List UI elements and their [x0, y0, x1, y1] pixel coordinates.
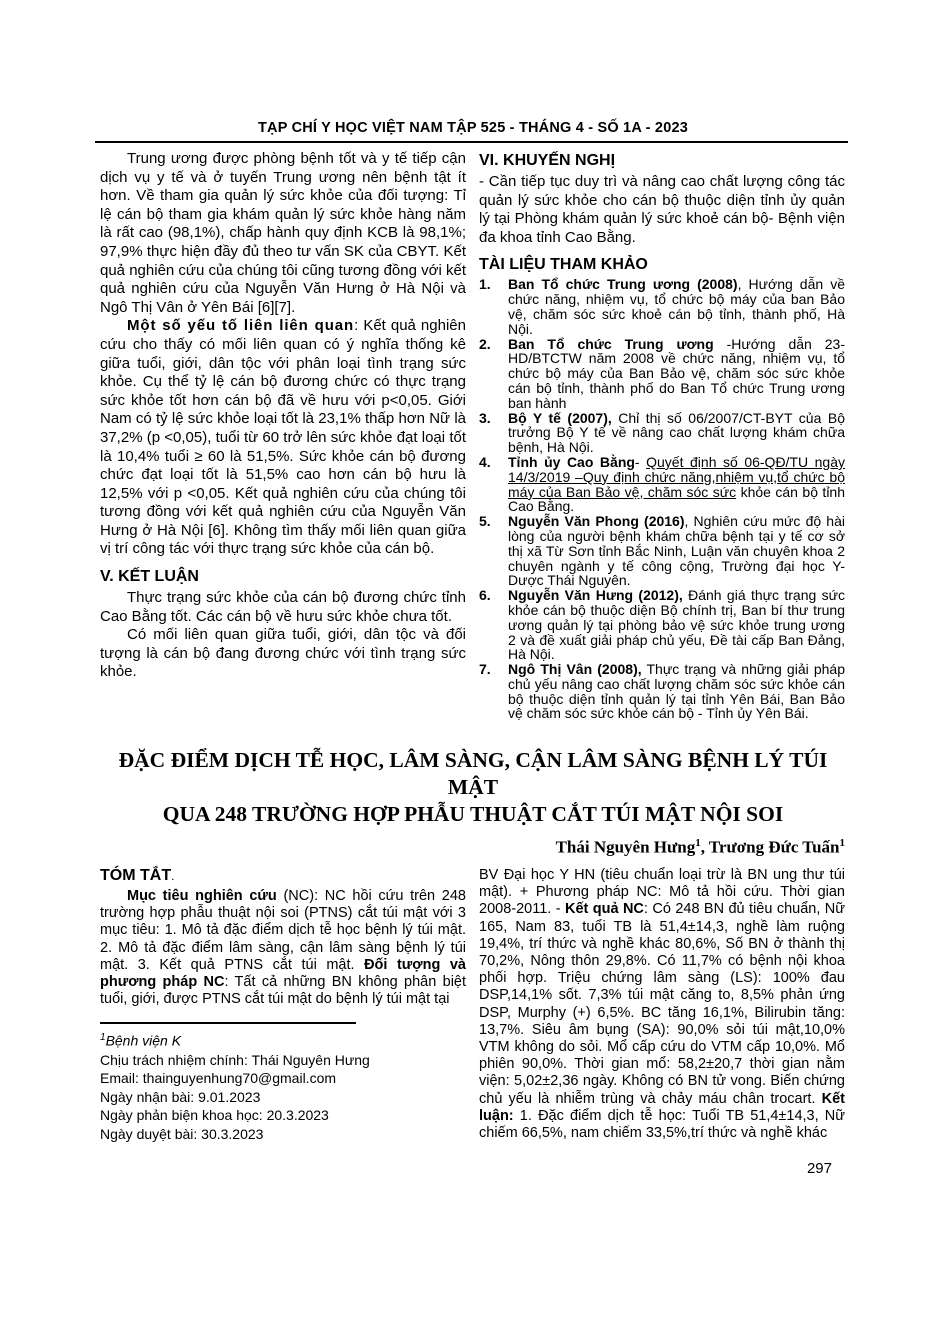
- article2-title: [100, 747, 846, 828]
- footnote-accepted-date: Ngày duyệt bài: 30.3.2023: [100, 1125, 264, 1142]
- footnote-review-date: Ngày phản biện khoa học: 20.3.2023: [100, 1107, 329, 1124]
- abstract-bold-lead: Đối tượng và phương pháp NC: [100, 956, 466, 990]
- conclusion-paragraph-2: Có mối liên quan giữa tuổi, giới, dân tộc và đối tượng là cán bộ đang đương chức với tình trạng sức khỏe.: [100, 626, 466, 681]
- reference-number: 4.: [479, 453, 491, 470]
- reference-item: [479, 455, 845, 514]
- page-number: 297: [806, 1160, 832, 1177]
- paragraph-bold-lead: Một số yếu tố liên liên quan: [127, 317, 355, 335]
- abstract-bold-lead: Kết quả NC: [564, 901, 644, 918]
- journal-running-header: TẠP CHÍ Y HỌC VIỆT NAM TẬP 525 - THÁNG 4 - SỐ 1A - 2023: [258, 120, 688, 136]
- reference-item: [479, 662, 845, 721]
- reference-item: [479, 411, 845, 455]
- reference-item: [479, 277, 845, 336]
- article1-columns: [100, 150, 846, 721]
- author-affiliation-marker: 1: [839, 837, 845, 850]
- reference-item: [479, 588, 845, 662]
- article2-right-column: [479, 867, 845, 1144]
- reference-number: 6.: [479, 587, 491, 604]
- article2-title-line2: QUA 248 TRƯỜNG HỢP PHẪU THUẬT CẮT TÚI MẬT NỘI SOI: [162, 802, 784, 827]
- reference-number: 3.: [479, 409, 491, 426]
- section-heading-recommendation: VI. KHUYẾN NGHỊ: [479, 152, 616, 169]
- reference-list: [479, 277, 845, 721]
- section-heading-references: TÀI LIỆU THAM KHẢO: [479, 256, 648, 274]
- abstract-heading: TÓM TẮT.: [100, 866, 175, 884]
- header-divider: [95, 141, 848, 143]
- article2-columns: [100, 867, 846, 1144]
- article1-paragraph-factors: [100, 317, 466, 559]
- footnote-block: [100, 1022, 466, 1143]
- reference-item: [479, 337, 845, 411]
- journal-page: [100, 120, 846, 1144]
- reference-text: Ban Tổ chức Trung ương (2008), Hướng dẫn về chức năng, nhiệm vụ, tổ chức bộ máy của ban Bảo vệ, chăm sóc sức khoẻ cán bộ tỉnh, thành phố, Hà Nội.: [508, 276, 845, 337]
- reference-item: [479, 514, 845, 588]
- article2-title-line1: ĐẶC ĐIỂM DỊCH TỄ HỌC, LÂM SÀNG, CẬN LÂM SÀNG BỆNH LÝ TÚI MẬT: [118, 748, 828, 800]
- reference-text: Tỉnh ủy Cao Bằng- Quyết định số 06-QĐ/TU ngày 14/3/2019 –Quy định chức năng,nhiệm vụ,tổ chức bộ máy của Ban Bảo vệ, chăm sóc sức khỏe cán bộ tỉnh Cao Bằng.: [508, 453, 846, 515]
- reference-text: Nguyễn Văn Phong (2016), Nghiên cứu mức độ hài lòng của người bệnh khám chữa bệnh tại y tế cơ sở thị xã Từ Sơn tỉnh Bắc Ninh, Luận văn chuyên khoa 2 chuyên ngành y tế công cộng, Trường đại học Y- Dược Thái Nguyên.: [508, 513, 845, 589]
- article1-right-column: [479, 150, 845, 721]
- footnote-corresponding: Chịu trách nhiệm chính: Thái Nguyên Hưng: [100, 1051, 370, 1068]
- article1-paragraph-discussion: Trung ương được phòng bệnh tốt và y tế tiếp cận dịch vụ y tế và ở tuyến Trung ương nên bệnh tật ít hơn. Về tham gia quản lý sức khỏe của đối tượng: Tỉ lệ cán bộ tham gia khám quản lý sức khỏe hàng năm là rất cao (98,1%), chấp hành quy định KCB là 98,1%; 97,9% thực hiện đầy đủ theo tư vấn SK của CBYT. Kết quả nghiên cứu của chúng tôi cũng tương đồng với kết quả nghiên cứu của Nguyễn Văn Hưng ở Hà Nội và Ngô Thị Vân ở Yên Bái [6][7].: [100, 150, 466, 316]
- reference-text: Ban Tổ chức Trung ương -Hướng dẫn 23-HD/BTCTW năm 2008 về chức năng, nhiệm vụ, tổ chức bộ máy của Ban Bảo vệ, chăm sóc sức khỏe cán bộ tỉnh, thành phố do Ban Tổ chức Trung ương ban hành: [508, 335, 845, 411]
- abstract-bold-lead: Kết luận:: [479, 1090, 845, 1124]
- reference-number: 7.: [479, 661, 491, 678]
- author-affiliation-marker: 1: [695, 837, 701, 850]
- reference-text: Bộ Y tế (2007), Chỉ thị số 06/2007/CT-BYT của Bộ trưởng Bộ Y tế về nâng cao chất lượng khám chữa bệnh, Hà Nội.: [508, 409, 845, 456]
- conclusion-paragraph-1: Thực trạng sức khỏe của cán bộ đương chức tỉnh Cao Bằng tốt. Các cán bộ về hưu sức khỏe chưa tốt.: [100, 589, 466, 625]
- paragraph-text: : Kết quả nghiên cứu cho thấy có mối liên quan có ý nghĩa thống kê giữa tuổi, giới, dân tộc với phân loại tình trạng sức khỏe. Cụ thể tỷ lệ cán bộ đương chức có thực trạng sức khỏe tốt hơn cán bộ đã về hưu với p<0,05. Giới Nam có tỷ lệ sức khỏe loại tốt là 23,1% thấp hơn Nữ là 37,2% (p <0,05), tuổi từ 60 trở lên sức khỏe đạt loại tốt là 10,4% tuổi ≥ 60 là 51,5%. Sức khỏe cán bộ đương chức đạt loại tốt là 51,5% cao hơn cán bộ hưu là 12,5% với p <0,05. Kết quả nghiên cứu của chúng tôi tương đồng với kết quả nghiên cứu của Nguyễn Văn Hưng ở Hà Nội [6]. Không tìm thấy mối liên quan giữa vị trí công tác với thực trạng sức khỏe của cán bộ.: [100, 317, 466, 558]
- article2-left-column: [100, 867, 466, 1144]
- author-name: , Trương Đức Tuấn: [700, 837, 840, 857]
- footnote-affiliation: $^1$Bệnh viện K: [100, 1032, 182, 1050]
- reference-text: Ngô Thị Vân (2008), Thực trạng và những giải pháp chủ yếu nâng cao chất lượng chăm sóc sức khỏe cán bộ thuộc diện tỉnh quản lý tại tỉnh Yên Bái, Ban Bảo vệ chăm sóc sức khỏe cán bộ - Tỉnh ủy Yên Bái.: [508, 661, 845, 722]
- recommendation-paragraph: - Cần tiếp tục duy trì và nâng cao chất lượng công tác quản lý sức khỏe cho cán bộ thuộc diện tỉnh ủy quản lý tại Phòng khám quản lý sức khoẻ cán bộ- Bệnh viện đa khoa tỉnh Cao Bằng.: [479, 173, 845, 246]
- abstract-paragraph-left: Mục tiêu nghiên cứu (NC): NC hồi cứu trên 248 trường hợp phẫu thuật nội soi (PTNS) cắt túi mật với 3 mục tiêu: 1. Mô tả đặc điểm dịch tễ học bệnh lý túi mật. 2. Mô tả đặc điểm lâm sàng, cận lâm sàng bệnh lý túi mật. 3. Kết quả PTNS cắt túi mật. Đối tượng và phương pháp NC: Tất cả những BN không phân biệt tuổi, giới, được PTNS cắt túi mật do bệnh lý túi mật tại: [100, 887, 467, 1008]
- footnote-received-date: Ngày nhận bài: 9.01.2023: [100, 1088, 261, 1105]
- section-heading-conclusion: V. KẾT LUẬN: [100, 568, 199, 586]
- reference-number: 5.: [479, 513, 491, 530]
- footnote-divider: [100, 1022, 356, 1024]
- article1-left-column: [100, 150, 466, 721]
- reference-text: Nguyễn Văn Hưng (2012), Đánh giá thực trạng sức khỏe cán bộ thuộc diện Bộ chính trị, Ban bí thư trung ương quản lý tại phòng bảo vệ sức khỏe trung ương 2 và đề xuất giải pháp chủ yếu, Đề tài cấp Ban Đảng, Hà Nội.: [508, 587, 845, 663]
- footnote-email: Email: thainguyenhung70@gmail.com: [100, 1070, 337, 1087]
- author-name: Thái Nguyên Hưng: [555, 837, 696, 857]
- article2-authors: [100, 837, 846, 858]
- abstract-bold-lead: Mục tiêu nghiên cứu: [127, 887, 277, 904]
- abstract-paragraph-right: BV Đại học Y HN (tiêu chuẩn loại trừ là BN ung thư túi mật). + Phương pháp NC: Mô tả hồi cứu. Thời gian 2008-2011. - Kết quả NC: Có 248 BN đủ tiêu chuẩn, Nữ 165, Nam 83, tuổi TB là 51,4±14,3, nghề làm ruộng 19,4%, trí thức và nghề khác 80,6%, Số BN ở thành thị 70,2%, Nông thôn 29,8%. Có 11,7% có bệnh nội khoa phối hợp. Triệu chứng lâm sàng (LS): 100% đau DSP,14,1% sốt. 7,3% túi mật căng to, 8,5% phản ứng DSP, Murphy (+) 6,5%. BC tăng 16,1%, Bilirubin tăng: 13,7%. Siêu âm bụng (SA): 90,0% sỏi túi mật,10,0% VTM không do sỏi. Mổ cấp cứu do VTM cấp 10,0%. Mổ phiên 90,0%. Thời gian mổ: 58,2±20,7 thời gian nằm viện: 5,02±2,36 ngày. Không có BN tử vong. Biến chứng chủ yếu là nhiễm trùng và chảy máu chân trocart. Kết luận: 1. Đặc điểm dịch tễ học: Tuổi TB 51,4±14,3, Nữ chiếm 66,5%, nam chiếm 33,5%,trí thức và nghề khác: [479, 866, 845, 1141]
- reference-number: 1.: [479, 276, 491, 293]
- reference-number: 2.: [479, 335, 491, 352]
